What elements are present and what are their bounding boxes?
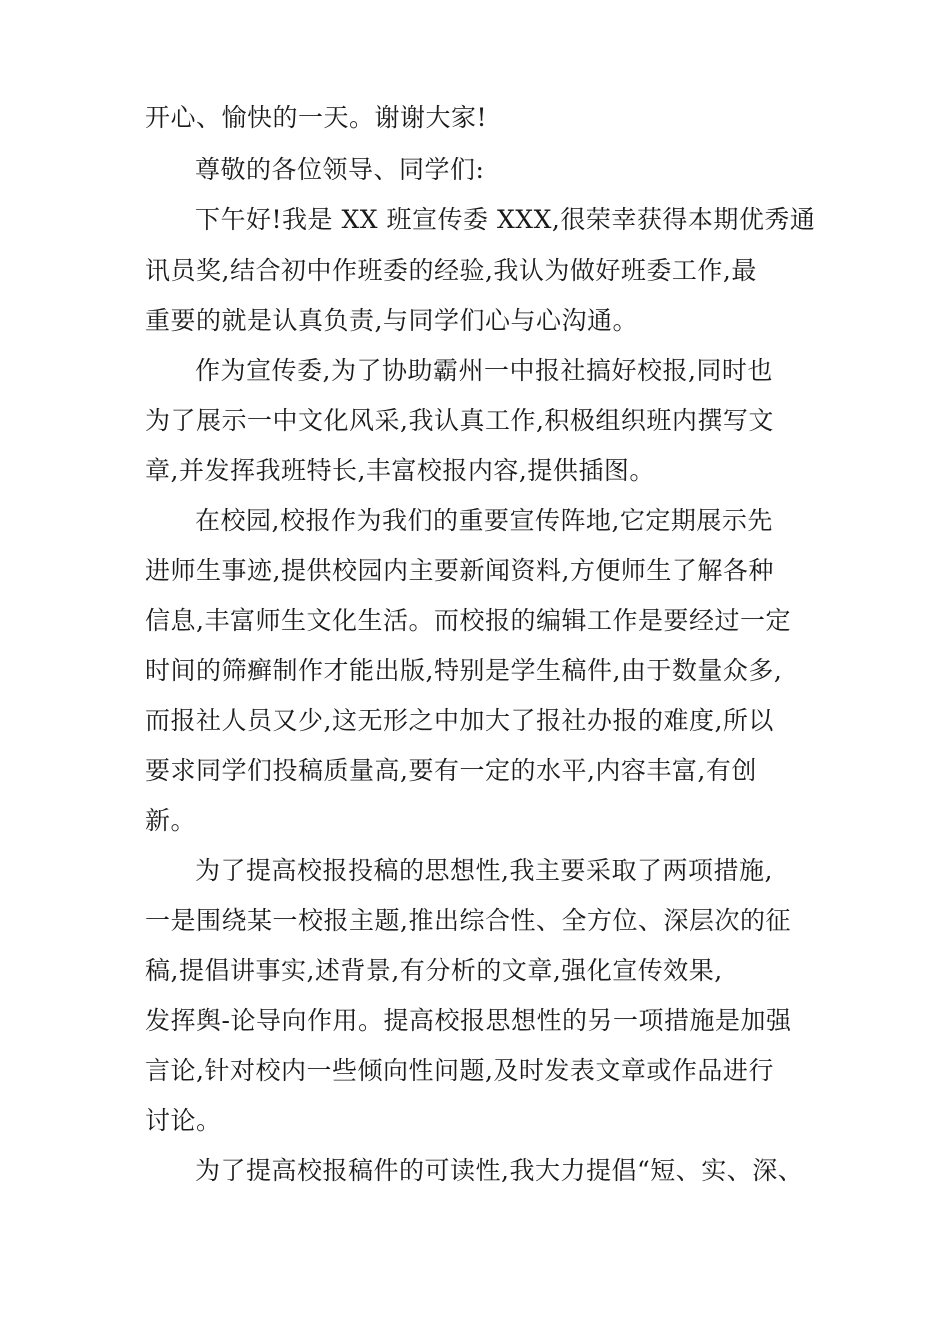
text-line: 时间的筛癣制作才能出版,特别是学生稿件,由于数量众多, [145, 656, 783, 685]
text-line: 下午好!我是 XX 班宣传委 XXX,很荣幸获得本期优秀通 [195, 205, 816, 234]
text-line: 而报社人员又少,这无形之中加大了报社办报的难度,所以 [145, 706, 774, 735]
text-line: 为了展示一中文化风采,我认真工作,积极组织班内撰写文 [145, 406, 774, 435]
text-line: 新。 [145, 806, 197, 835]
text-line: 讯员奖,结合初中作班委的经验,我认为做好班委工作,最 [145, 256, 757, 285]
text-line: 言论,针对校内一些倾向性问题,及时发表文章或作品进行 [145, 1056, 774, 1085]
text-line: 重要的就是认真负责,与同学们心与心沟通。 [145, 306, 638, 335]
text-line: 一是围绕某一校报主题,推出综合性、全方位、深层次的征 [145, 906, 791, 935]
text-line: 发挥舆-论导向作用。提高校报思想性的另一项措施是加强 [145, 1006, 792, 1035]
text-line: 要求同学们投稿质量高,要有一定的水平,内容丰富,有创 [145, 756, 757, 785]
text-line: 章,并发挥我班特长,丰富校报内容,提供插图。 [145, 456, 655, 485]
text-line: 讨论。 [145, 1106, 222, 1135]
text-line: 进师生事迹,提供校园内主要新闻资料,方便师生了解各种 [145, 556, 774, 585]
text-line: 在校园,校报作为我们的重要宣传阵地,它定期展示先 [195, 506, 773, 535]
text-line: 作为宣传委,为了协助霸州一中报社搞好校报,同时也 [195, 356, 773, 385]
text-line: 信息,丰富师生文化生活。而校报的编辑工作是要经过一定 [145, 606, 791, 635]
text-line: 稿,提倡讲事实,述背景,有分析的文章,强化宣传效果, [145, 956, 723, 985]
salutation: 尊敬的各位领导、同学们: [195, 155, 485, 184]
text-line: 为了提高校报投稿的思想性,我主要采取了两项措施, [195, 856, 773, 885]
text-line: 开心、愉快的一天。谢谢大家! [145, 103, 488, 132]
text-line: 为了提高校报稿件的可读性,我大力提倡“短、实、深、 [195, 1156, 804, 1185]
